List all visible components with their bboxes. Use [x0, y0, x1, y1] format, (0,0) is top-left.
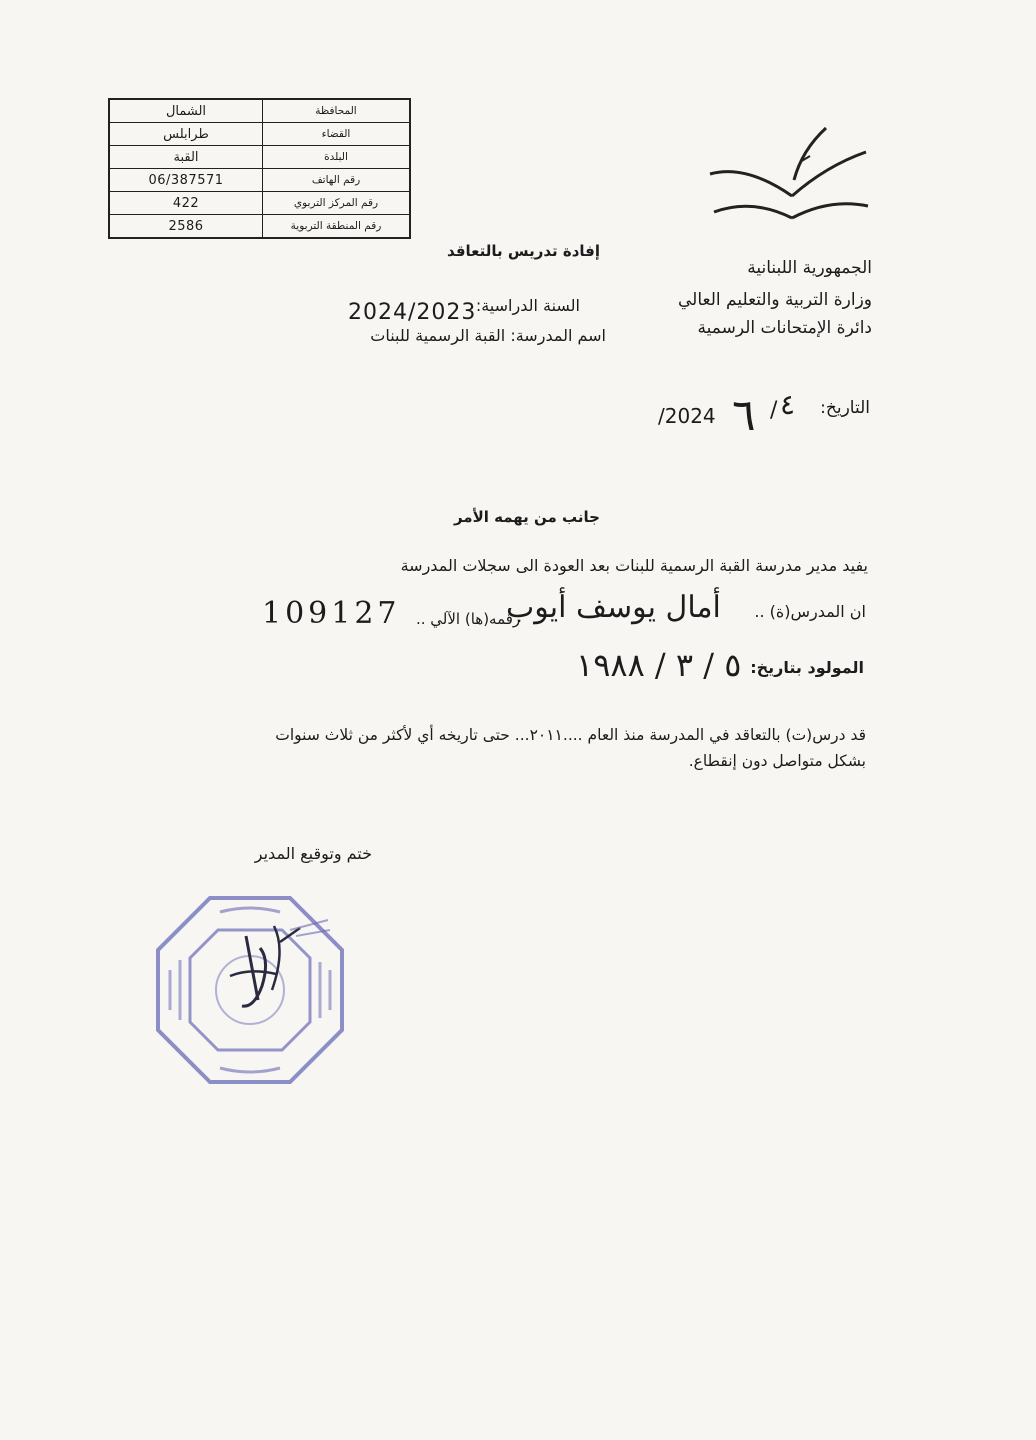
- date-label: التاريخ:: [820, 398, 870, 418]
- date-month: ٦: [732, 390, 756, 441]
- teacher-number-label: رقمه(ها) الآلي ..: [416, 610, 521, 628]
- table-row: [109, 215, 410, 239]
- stamp-signature-label: ختم وتوقيع المدير: [254, 844, 372, 863]
- teacher-name: أمال يوسف أيوب: [506, 590, 721, 625]
- date-separator: /: [770, 398, 778, 423]
- date-year: /2024: [658, 404, 716, 428]
- table-row: [109, 146, 410, 169]
- table-cell-label: القضاء: [263, 123, 411, 146]
- year-value: 2024/2023: [348, 300, 477, 325]
- table-row: [109, 192, 410, 215]
- table-cell-label: رقم المركز التربوي: [263, 192, 411, 215]
- table-cell-value: القبة: [109, 146, 263, 169]
- intro-paragraph: يفيد مدير مدرسة القبة الرسمية للبنات بعد العودة الى سجلات المدرسة: [400, 556, 868, 575]
- school-name: اسم المدرسة: القبة الرسمية للبنات: [370, 326, 606, 345]
- table-row: [109, 169, 410, 192]
- ministry-logo-icon: [706, 122, 872, 226]
- table-cell-value: الشمال: [109, 99, 263, 123]
- birth-label: المولود بتاريخ:: [750, 658, 864, 677]
- table-row: [109, 123, 410, 146]
- header-ministry: وزارة التربية والتعليم العالي: [677, 290, 872, 310]
- salutation: جانب من يهمه الأمر: [453, 508, 600, 526]
- birth-date: ٥ / ٣ / ١٩٨٨: [576, 646, 742, 684]
- official-stamp-icon: [150, 890, 350, 1090]
- year-label: السنة الدراسية:: [475, 296, 580, 315]
- teaching-statement: قد درس(ت) بالتعاقد في المدرسة منذ العام ....٢٠١١... حتى تاريخه أي لأكثر من ثلاث سنوات: [275, 726, 866, 744]
- info-table: [108, 98, 411, 239]
- teacher-number: 109127: [262, 596, 401, 631]
- table-cell-label: المحافظة: [263, 99, 411, 123]
- document-title: إفادة تدريس بالتعاقد: [447, 242, 600, 260]
- table-cell-label: رقم الهاتف: [263, 169, 411, 192]
- table-cell-value: طرابلس: [109, 123, 263, 146]
- header-department: دائرة الإمتحانات الرسمية: [697, 318, 872, 338]
- date-day: ٤: [780, 388, 796, 421]
- teaching-statement-continued: بشكل متواصل دون إنقطاع.: [688, 752, 866, 770]
- table-cell-value: 06/387571: [109, 169, 263, 192]
- header-republic: الجمهورية اللبنانية: [747, 258, 872, 278]
- table-cell-value: 422: [109, 192, 263, 215]
- table-cell-label: البلدة: [263, 146, 411, 169]
- table-row: [109, 99, 410, 123]
- teacher-label: ان المدرس(ة) ..: [754, 602, 866, 621]
- table-cell-value: 2586: [109, 215, 263, 239]
- table-cell-label: رقم المنطقة التربوية: [263, 215, 411, 239]
